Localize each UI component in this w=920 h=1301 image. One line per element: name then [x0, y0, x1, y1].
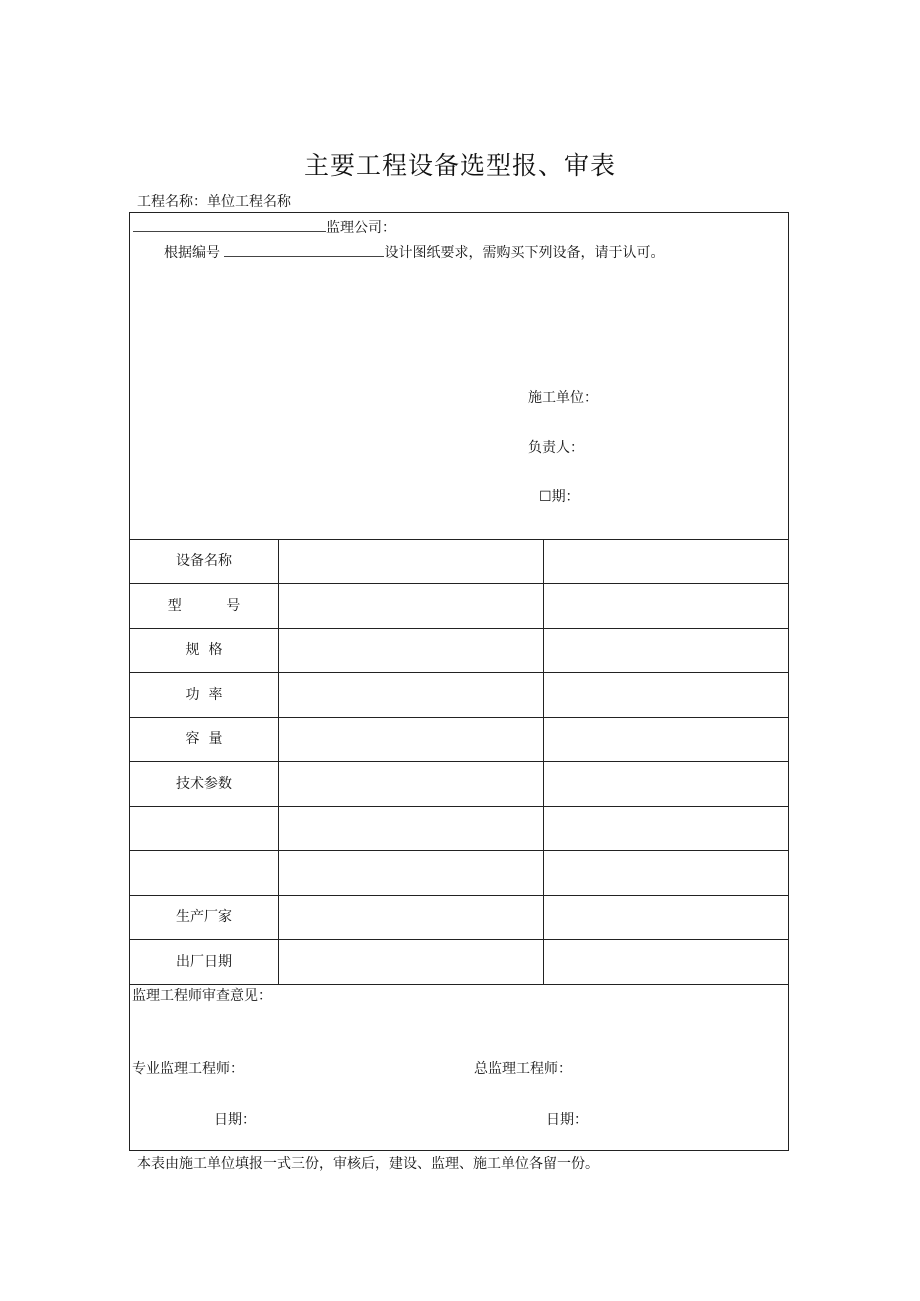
- request-date-line: [539, 487, 580, 507]
- specialist-engineer-label: 专业监理工程师：: [132, 1061, 244, 1077]
- row-label-model: 型 号: [167, 598, 241, 614]
- review-date-right: 日期：: [546, 1112, 588, 1128]
- table-rule: [130, 717, 788, 718]
- supervisor-company-blank[interactable]: [133, 217, 326, 232]
- responsible-person-label: 负责人：: [528, 440, 584, 456]
- row-label-power: 功 率: [185, 687, 223, 703]
- table-rule: [130, 628, 788, 629]
- footnote: 本表由施工单位填报一式三份，审核后，建设、监理、施工单位各留一份。: [137, 1156, 599, 1172]
- drawing-number-blank[interactable]: [224, 242, 384, 257]
- table-column-divider: [278, 539, 279, 984]
- date-checkbox-icon: ☐: [539, 489, 552, 505]
- table-rule: [130, 761, 788, 762]
- table-rule: [130, 850, 788, 851]
- table-top-rule: [130, 539, 788, 540]
- row-label-equipment-name: 设备名称: [176, 553, 232, 569]
- project-name-label: 工程名称：: [137, 194, 207, 210]
- row-label-technical-parameters: 技术参数: [176, 776, 232, 792]
- table-rule: [130, 895, 788, 896]
- table-rule: [130, 806, 788, 807]
- row-label-capacity: 容 量: [185, 731, 223, 747]
- form-frame: [129, 212, 789, 1151]
- row-label-manufacturer: 生产厂家: [176, 909, 232, 925]
- table-rule: [130, 672, 788, 673]
- basis-prefix: 根据编号: [164, 245, 220, 261]
- table-rule: [130, 939, 788, 940]
- request-date-label: 期：: [551, 489, 580, 505]
- table-column-divider: [543, 539, 544, 984]
- table-rule: [130, 583, 788, 584]
- row-label-specification: 规 格: [185, 642, 223, 658]
- review-date-left: 日期：: [214, 1112, 256, 1128]
- table-bottom-rule: [130, 984, 788, 985]
- project-name-line: [137, 192, 291, 212]
- project-name-value: 单位工程名称: [207, 194, 291, 210]
- page-title: 主要工程设备选型报、审表: [303, 151, 616, 180]
- supervisor-company-line: [133, 217, 396, 238]
- row-label-factory-date: 出厂日期: [176, 954, 232, 970]
- supervisor-company-label: 监理公司：: [326, 220, 396, 236]
- contractor-unit-label: 施工单位：: [528, 390, 598, 406]
- review-opinion-label: 监理工程师审查意见：: [132, 988, 272, 1004]
- chief-engineer-label: 总监理工程师：: [474, 1061, 572, 1077]
- basis-line: [164, 242, 664, 263]
- basis-suffix: 设计图纸要求，需购买下列设备，请于认可。: [384, 245, 665, 261]
